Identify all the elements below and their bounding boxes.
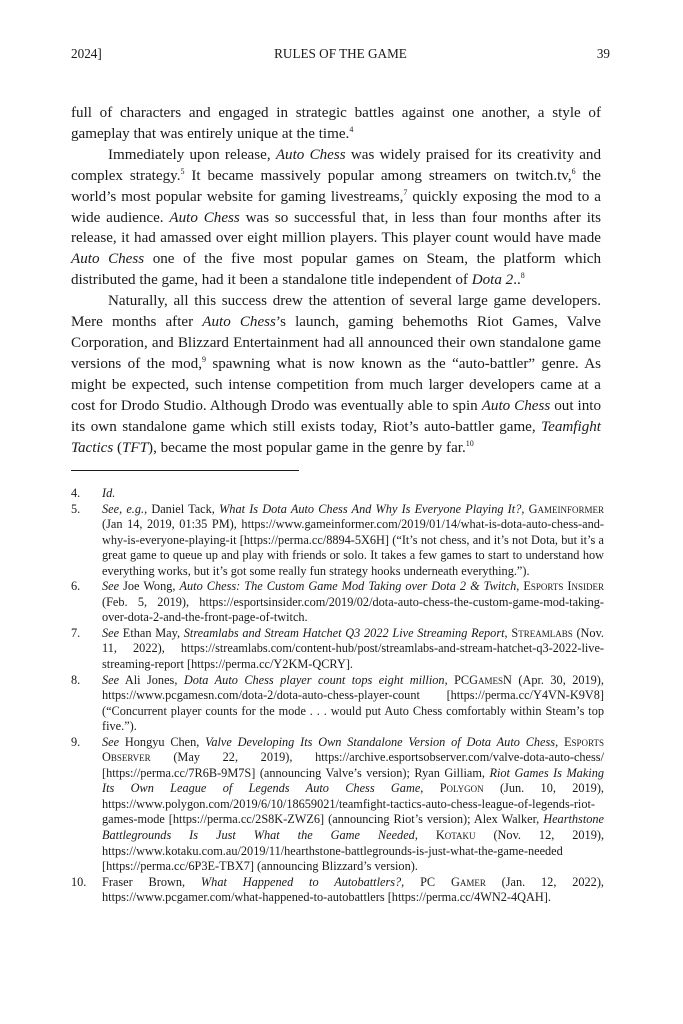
- footnote-ref-10: 10: [465, 438, 474, 448]
- paragraph-1: full of characters and engaged in strategic battles against one another, a style of gameplay that was entirely unique at the time.$^4$: [71, 105, 601, 142]
- footnote-4: 4. Id.: [71, 486, 116, 500]
- volume-year: 2024]: [71, 46, 102, 61]
- footnotes: [71, 486, 604, 906]
- running-title: RULES OF THE GAME: [274, 46, 407, 61]
- footnote-ref-7: 7: [403, 187, 408, 197]
- footnote-number: 9.: [71, 734, 81, 749]
- footnote-number: 5.: [71, 501, 81, 516]
- footnote-6: 6. See Joe Wong, Auto Chess: The Custom Game Mod Taking over Dota 2 & Twitch, Esports Insider (Feb. 5, 2019), https://esportsinsider.com/2019/02/dota-auto-chess-the-custom-game-mod-taking-over-dota-2-and-the-front-page-of-twitch.: [71, 579, 604, 625]
- footnote-5: 5. See, e.g., Daniel Tack, What Is Dota Auto Chess And Why Is Everyone Playing It?, Gameinformer (Jan 14, 2019, 01:35 PM), https://www.gameinformer.com/2019/01/14/what-is-dota-auto-chess-and-why-is-everyone-playing-it [https://perma.cc/8894-5X6H] (“It’s not chess, and it’s not Dota, but it’s a great game to queue up and play with friends or solo. It takes a few games to start to understand how everything works, but it’s got some really fun strategy hooks underneath everything.”).: [71, 501, 604, 578]
- footnote-9: 9. See Hongyu Chen, Valve Developing Its Own Standalone Version of Dota Auto Chess, Esports Observer (May 22, 2019), https://archive.esportsobserver.com/valve-dota-auto-chess/ [https://perma.cc/7R6B-9M7S] (announcing Valve’s version); Ryan Gilliam, Riot Games Is Making Its Own League of Legends Auto Chess Game, Polygon (Jun. 10, 2019), https://www.polygon.com/2019/6/10/18659021/teamfight-tactics-auto-chess-league-of-legends-riot-games-mode [https://perma.cc/2S8K-ZWZ6] (announcing Riot’s version); Alex Walker, Hearthstone Battlegrounds Is Just What the Game Needed, Kotaku (Nov. 12, 2019), https://www.kotaku.com.au/2019/11/hearthstone-battlegrounds-is-just-what-the-game-needed [https://perma.cc/6P3E-TBX7] (announcing Blizzard’s version).: [71, 734, 605, 874]
- footnote-ref-6: 6: [571, 166, 576, 176]
- footnote-7: 7. See Ethan May, Streamlabs and Stream Hatchet Q3 2022 Live Streaming Report, Streamlabs (Nov. 11, 2022), https://streamlabs.com/content-hub/post/streamlabs-and-stream-hatchet-q3-2022-live-streaming-report [https://perma.cc/Y2KM-QCRY].: [71, 625, 604, 672]
- footnote-number: 7.: [71, 625, 81, 640]
- page-number: 39: [596, 46, 610, 61]
- footnote-ref-9: 9: [201, 354, 206, 364]
- footnote-number: 4.: [71, 486, 81, 500]
- running-header: [71, 46, 610, 64]
- footnote-number: 10.: [71, 874, 87, 889]
- paragraph-2: Immediately upon release, Auto Chess was widely praised for its creativity and complex strategy.$^5$ It became massively popular among streamers on twitch.tv,$^6$ the world’s most popular website for gaming livestreams,$^7$ quickly exposing the mod to a wide audience. Auto Chess was so successful that, in less than four months after its release, it had amassed over eight million players. This player count would have made Auto Chess one of the five most popular games on Steam, the platform which distributed the game, had it been a standalone title independent of Dota 2..$^8$: [71, 146, 602, 289]
- paragraph-3: Naturally, all this success drew the attention of several large game developers. Mere months after Auto Chess’s launch, gaming behemoths Riot Games, Valve Corporation, and Blizzard Entertainment had all announced their own standalone game versions of the mod,$^9$ spawning what is now known as the “auto-battler” genre. As might be expected, such intense competition from much larger developers came at a cost for Drodo Studio. Although Drodo was eventually able to spin Auto Chess out into its own standalone game which still exists today, Riot’s auto-battler game, Teamfight Tactics (TFT), became the most popular game in the genre by far.$^{10}$: [71, 293, 602, 456]
- footnote-8: 8. See Ali Jones, Dota Auto Chess player count tops eight million, PCGamesN (Apr. 30, 2019), https://www.pcgamesn.com/dota-2/dota-auto-chess-player-count [https://perma.cc/Y4VN-K9V8] (“Concurrent player counts for the mode . . . would put Auto Chess comfortably within Steam’s top five.”).: [71, 672, 604, 734]
- footnote-ref-8: 8: [520, 271, 525, 281]
- footnote-number: 8.: [71, 672, 81, 687]
- footnote-number: 6.: [71, 579, 81, 594]
- footnote-ref-5: 5: [180, 166, 185, 176]
- footnote-10: 10. Fraser Brown, What Happened to Autobattlers?, PC Gamer (Jan. 12, 2022), https://www.pcgamer.com/what-happened-to-autobattlers [https://perma.cc/4WN2-4QAH].: [71, 874, 604, 905]
- footnote-divider: [71, 470, 299, 471]
- main-text: [71, 103, 601, 458]
- footnote-ref-4: 4: [349, 124, 354, 134]
